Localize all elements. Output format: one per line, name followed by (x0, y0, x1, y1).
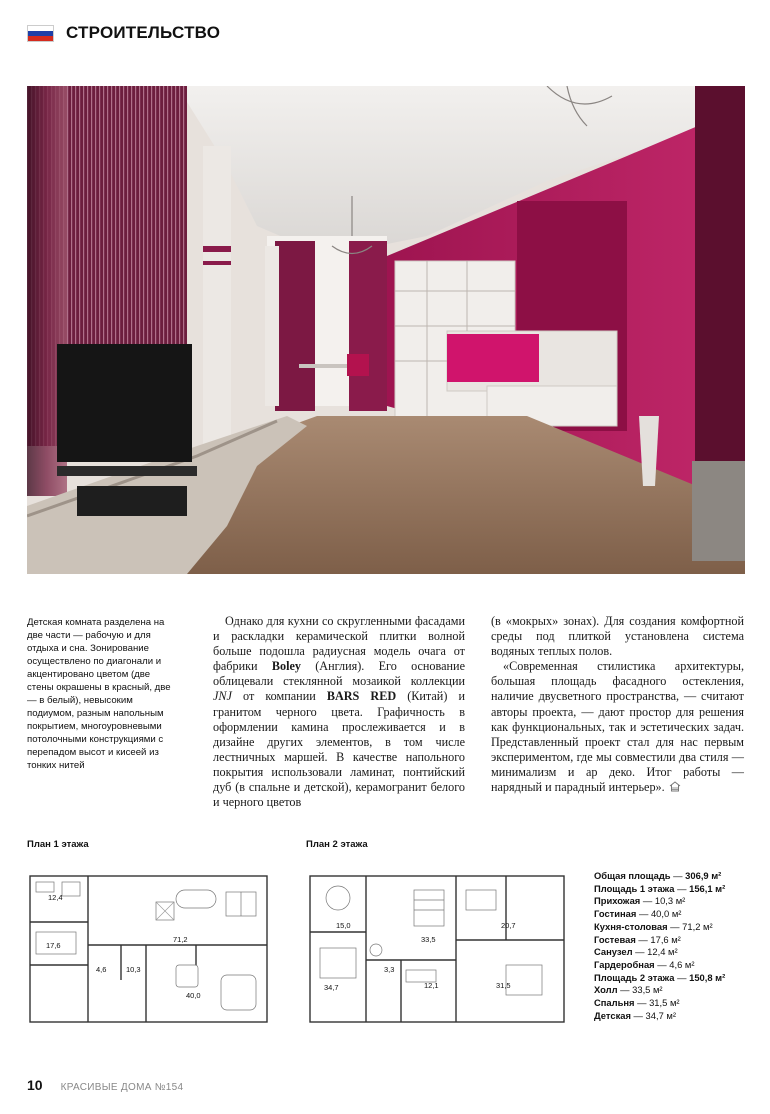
room-area-label: 15,0 (336, 921, 351, 930)
area-stat-value: 10,3 м² (654, 895, 686, 907)
area-stat-label: Санузел (594, 946, 633, 958)
area-stat-label: Детская (594, 1009, 631, 1021)
quote-text: «Современная стилистика архитектуры, большая площадь фасадного остекления, наличие двусветного пространства, — считают авторы проекта, — дают простор для решения как функциональных, так и эстетических задач. Представленный проект стал для нас первым экспериментом, где мы совместили два стиля — минимализм и ар деко. Итог работы — нарядный и парадный интерьер». (491, 659, 744, 795)
area-stat-row: Гардеробная — 4,6 м² (594, 958, 695, 970)
area-stats-list (594, 870, 725, 1022)
article-paragraph: (в «мокрых» зонах). Для создания комфортной среды под плиткой установлена система водяных теплых полов. (491, 614, 744, 659)
brand-name: Boley (271, 659, 301, 674)
area-stat-row: Санузел — 12,4 м² (594, 946, 678, 958)
article-text: от компании (231, 689, 327, 704)
area-stat-row: Детская — 34,7 м² (594, 1009, 676, 1021)
area-stat-value: 150,8 м² (689, 971, 726, 983)
area-stat-label: Площадь 2 этажа (594, 971, 675, 983)
russian-flag-icon (27, 25, 54, 42)
area-stat-row: Гостиная — 40,0 м² (594, 908, 682, 920)
area-stat-row: Площадь 2 этажа — 150,8 м² (594, 971, 726, 983)
area-stat-row: Площадь 1 этажа — 156,1 м² (594, 882, 726, 894)
area-stat-label: Гостевая (594, 933, 636, 945)
room-area-label: 31,5 (496, 981, 511, 990)
living-room-interior-photo (27, 86, 745, 574)
floor-plan-1 (26, 870, 273, 1028)
area-stat-row: Прихожая — 10,3 м² (594, 895, 686, 907)
area-stat-label: Кухня-столовая (594, 920, 668, 932)
section-title: СТРОИТЕЛЬСТВО (66, 23, 221, 42)
room-area-label: 3,3 (384, 965, 395, 974)
room-area-label: 17,6 (46, 941, 61, 950)
photo-caption: Детская комната разделена на две части — рабочую и для отдыха и сна. Зонирование осуществлено по диагонали и акцентировано цветом (две стены окрашены в красный, две — в белый), невысоким подиумом, разным напольным покрытием, многоуровневыми потолочными конструкциями с перепадом высот и кисеей из тонких нитей (27, 617, 171, 771)
collection-name: JNJ (213, 689, 232, 704)
area-stat-label: Спальня (594, 997, 635, 1009)
area-stat-value: 31,5 м² (649, 997, 680, 1009)
room-area-label: 34,7 (324, 983, 339, 992)
area-stat-row: Холл — 33,5 м² (594, 984, 663, 996)
article-text: (Китай) и гранитом черного цвета. Графичность в оформлении камина прослеживается и в дизайне других элементов, в том числе лестничных маршей. В качестве напольного покрытия использовали ламинат, понтийский дуб (в спальне и детской), керамогранит белого и черного цветов (213, 689, 465, 810)
room-area-label: 4,6 (96, 965, 107, 974)
room-area-label: 20,7 (501, 921, 516, 930)
room-area-label: 40,0 (186, 991, 201, 1000)
room-area-label: 12,4 (48, 893, 63, 902)
plan-1-title: План 1 этажа (27, 839, 89, 850)
area-stat-row: Спальня — 31,5 м² (594, 997, 680, 1009)
area-stat-row: Гостевая — 17,6 м² (594, 933, 681, 945)
section-header (27, 22, 220, 44)
area-stat-row: Кухня-столовая — 71,2 м² (594, 920, 713, 932)
area-stat-value: 34,7 м² (645, 1009, 676, 1021)
room-area-label: 71,2 (173, 935, 188, 944)
area-stat-value: 17,6 м² (650, 933, 681, 945)
brand-name: BARS RED (326, 689, 397, 704)
area-stat-value: 71,2 м² (682, 920, 713, 932)
magazine-title: КРАСИВЫЕ ДОМА №154 (60, 1082, 184, 1093)
room-area-label: 33,5 (421, 935, 436, 944)
area-stat-value: 12,4 м² (647, 946, 678, 958)
area-stat-value: 40,0 м² (650, 908, 682, 920)
area-stat-label: Гостиная (594, 908, 637, 920)
area-stat-value: 33,5 м² (632, 984, 663, 996)
area-stat-value: 156,1 м² (689, 882, 726, 894)
house-end-icon (669, 781, 681, 792)
article-text: (Англия). Его основание облицевали стеклянной мозаикой коллекции (213, 659, 465, 689)
room-area-label: 10,3 (126, 965, 141, 974)
area-stat-label: Холл (594, 984, 618, 996)
article-paragraph (213, 614, 465, 810)
area-stat-value: 4,6 м² (669, 958, 695, 970)
room-area-label: 12,1 (424, 981, 439, 990)
page-footer (27, 1077, 183, 1093)
article-column-2 (491, 614, 744, 795)
article-paragraph-quote (491, 659, 744, 795)
area-stat-row: Общая площадь — 306,9 м² (594, 870, 722, 881)
page-number: 10 (27, 1077, 43, 1093)
article-column-1 (213, 614, 465, 810)
floor-plan-2 (306, 870, 568, 1028)
area-stat-label: Гардеробная (594, 958, 655, 970)
area-stat-value: 306,9 м² (685, 870, 722, 881)
flag-stripe-red (28, 36, 53, 41)
plan-2-title: План 2 этажа (306, 839, 368, 850)
area-stat-label: Прихожая (594, 895, 641, 907)
area-stat-label: Общая площадь (594, 870, 671, 881)
article-text: Однако для кухни со скругленными фасадами и раскладки керамической плитки волной больше подошла радиусная модель очага от фабрики (213, 614, 465, 674)
area-stat-label: Площадь 1 этажа (594, 882, 675, 894)
